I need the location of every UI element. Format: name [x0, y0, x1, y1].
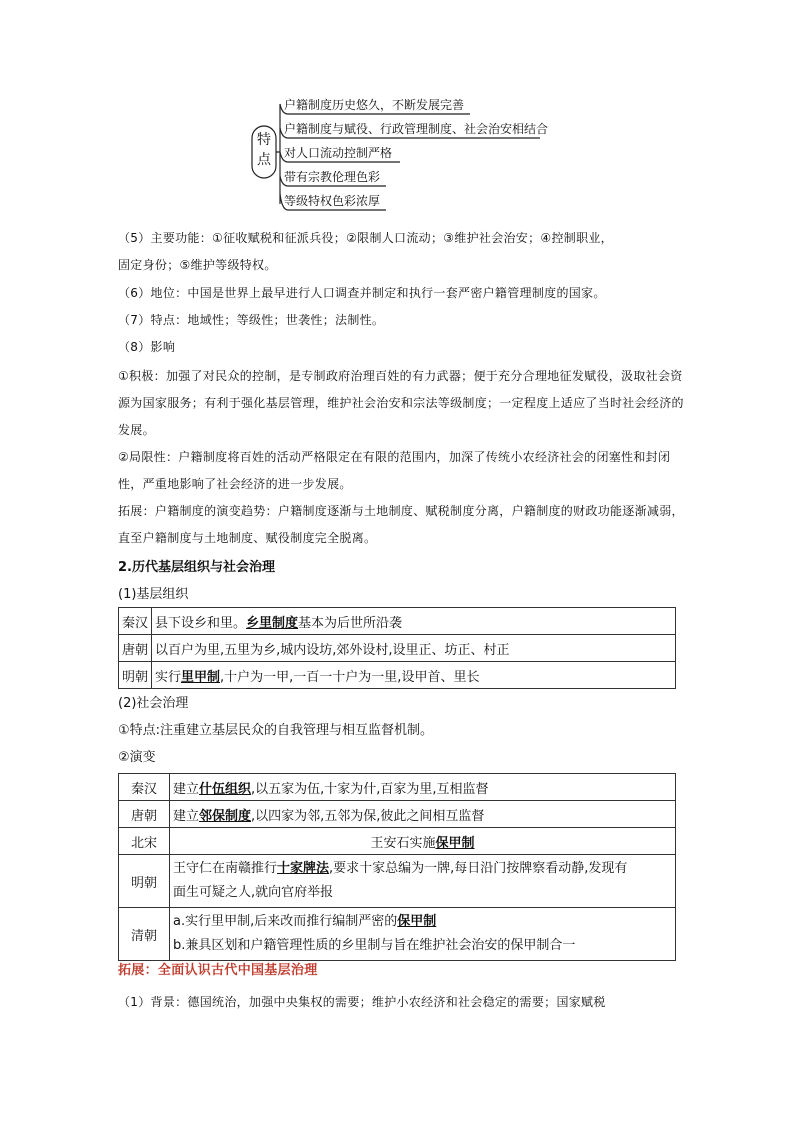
table-row — [119, 801, 676, 828]
feature-text: ①特点:注重建立基层民众的自我管理与相互监督机制。 — [118, 723, 434, 738]
era-cell: 秦汉 — [119, 608, 152, 635]
extension-1: 拓展：户籍制度的演变趋势：户籍制度逐渐与土地制度、赋税制度分离，户籍制度的财政功能逐渐减弱，直至户籍制度与土地制度、赋役制度完全脱离。 — [118, 504, 684, 545]
content-cell: 以百户为里,五里为乡,城内设坊,郊外设村,设里正、坊正、村正 — [152, 635, 676, 662]
para-6: （6）地位：中国是世界上最早进行人口调查并制定和执行一套严密户籍管理制度的国家。 — [118, 286, 606, 300]
era-cell: 唐朝 — [119, 635, 152, 662]
limitation-impact: ②局限性：户籍制度将百姓的活动严格限定在有限的范围内，加深了传统小农经济社会的闭塞性和封闭性，严重地影响了社会经济的进一步发展。 — [118, 450, 671, 491]
table-row — [119, 608, 676, 635]
extension-2: 拓展：全面认识古代中国基层治理 — [118, 963, 318, 978]
content-cell: 建立什伍组织,以五家为伍,十家为什,百家为里,互相监督 — [170, 774, 676, 801]
para-5-line-2: 固定身份；⑤维护等级特权。 — [118, 258, 277, 272]
branch-4: 带有宗教伦理色彩 — [284, 170, 381, 184]
era-cell: 明朝 — [119, 662, 152, 689]
diagram-label: 特点 — [257, 132, 271, 168]
era-cell: 清朝 — [119, 908, 170, 961]
era-cell: 北宋 — [119, 828, 170, 855]
para-5-line-1: （5）主要功能：①征收赋税和征派兵役；②限制人口流动；③维护社会治安；④控制职业， — [118, 231, 613, 245]
branch-2: 户籍制度与赋役、行政管理制度、社会治安相结合 — [284, 122, 549, 136]
social-governance-table — [118, 773, 676, 961]
content-cell: 王安石实施保甲制 — [170, 828, 676, 855]
content-cell: a.实行里甲制,后来改而推行编制严密的保甲制 b.兼具区划和户籍管理性质的乡里制与旨在维护社会治安的保甲制合一 — [170, 908, 676, 961]
branch-1: 户籍制度历史悠久，不断发展完善 — [284, 98, 465, 112]
content-cell: 县下设乡和里。乡里制度基本为后世所沿袭 — [152, 608, 676, 635]
table-row — [119, 662, 676, 689]
content-cell: 建立邻保制度,以四家为邻,五邻为保,彼此之间相互监督 — [170, 801, 676, 828]
background-text: （1）背景：德国统治，加强中央集权的需要；维护小农经济和社会稳定的需要；国家赋税 — [118, 995, 606, 1009]
sub-heading-1: (1)基层组织 — [118, 587, 189, 602]
basic-organization-table — [118, 607, 676, 689]
table-row — [119, 774, 676, 801]
table-row — [119, 635, 676, 662]
positive-impact: ①积极：加强了对民众的控制，是专制政府治理百姓的有力武器；便于充分合理地征发赋役，汲取社会资源为国家服务；有利于强化基层管理，维护社会治安和宗法等级制度；一定程度上适应了当时社会经济的发展。 — [118, 369, 684, 437]
evolution-label: ②演变 — [118, 750, 156, 765]
era-cell: 明朝 — [119, 855, 170, 908]
branch-5: 等级特权色彩浓厚 — [284, 194, 381, 208]
table-row — [119, 855, 676, 908]
branch-3: 对人口流动控制严格 — [284, 146, 393, 160]
content-cell: 实行里甲制,十户为一甲,一百一十户为一里,设甲首、里长 — [152, 662, 676, 689]
table-row — [119, 908, 676, 961]
section-2-title: 2.历代基层组织与社会治理 — [118, 560, 275, 575]
table-row — [119, 828, 676, 855]
characteristics-diagram — [248, 90, 548, 220]
para-7: （7）特点：地域性；等级性；世袭性；法制性。 — [118, 313, 385, 327]
content-cell: 王守仁在南赣推行十家牌法,要求十家总编为一牌,每日沿门按牌察看动静,发现有 面生可疑之人,就向官府举报 — [170, 855, 676, 908]
para-8: （8）影响 — [118, 340, 176, 354]
era-cell: 唐朝 — [119, 801, 170, 828]
era-cell: 秦汉 — [119, 774, 170, 801]
sub-heading-2: (2)社会治理 — [118, 696, 189, 711]
